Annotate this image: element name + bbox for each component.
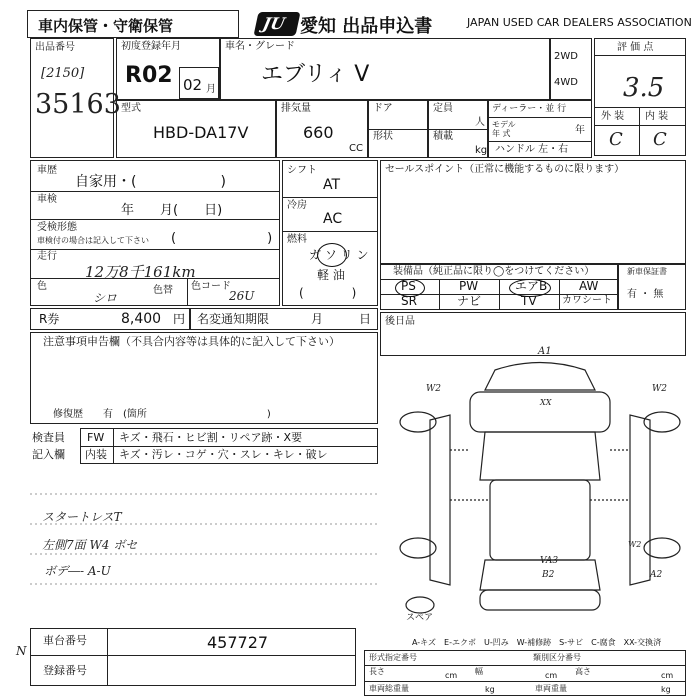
shape-label: 形状	[373, 131, 393, 142]
drive-box	[550, 38, 592, 100]
mileage-label: 走行	[37, 251, 57, 262]
load-label: 積載	[433, 131, 453, 142]
reg-label: 登録番号	[43, 664, 87, 677]
cc-unit: CC	[349, 143, 363, 154]
dealer-label: ディーラー・並 行	[492, 104, 567, 114]
first-reg-month: 02	[183, 76, 203, 94]
history-box	[30, 160, 280, 306]
receipt-label: 受検形態	[37, 222, 77, 233]
tax-yen: 円	[173, 312, 186, 326]
car-name-label: 車名・グレード	[225, 41, 295, 52]
ac-label: 冷房	[287, 200, 307, 211]
spare-label: スペア	[406, 613, 434, 623]
storage-badge	[27, 10, 239, 38]
equip-sr: SR	[401, 294, 417, 308]
receipt-note: 車検付の場合は記入して下さい	[37, 236, 149, 245]
inspector-label	[32, 432, 65, 461]
form-label: 形式指定番号	[369, 653, 417, 662]
ju-logo	[253, 12, 300, 36]
first-reg-box	[116, 38, 220, 100]
displacement-label: 排気量	[281, 103, 311, 114]
drive-4wd: 4WD	[554, 77, 578, 88]
equip-aw: AW	[579, 279, 599, 293]
recolor-label: 色替	[153, 285, 173, 296]
warranty-box	[618, 264, 686, 310]
car-history: 自家用・( )	[75, 174, 226, 190]
color-label: 色	[37, 281, 47, 292]
mark-w2-bottom: W2	[628, 540, 642, 549]
mark-w2-left: W2	[426, 384, 441, 394]
ac: AC	[323, 211, 343, 227]
int-label-insp: 内装	[85, 448, 107, 461]
width-label: 幅	[475, 667, 483, 676]
first-reg-month-box	[179, 67, 219, 99]
displacement: 660	[303, 123, 334, 142]
weight-label: 車両重量	[535, 684, 567, 693]
mark-a2: A2	[650, 570, 663, 580]
fuel-gas: ガ ソ リ ン	[309, 248, 369, 262]
shift-label: シフト	[287, 165, 317, 176]
equip-airbag: エアB	[515, 279, 548, 293]
fw-label: FW	[87, 431, 105, 444]
chassis-label: 車台番号	[43, 634, 87, 647]
capacity-label: 定員	[433, 103, 453, 114]
fuel-label: 燃料	[287, 234, 307, 245]
total-weight-kg: kg	[485, 685, 495, 694]
length-cm: cm	[445, 671, 458, 680]
notes-label: 注意事項申告欄（不具合内容等は具体的に記入して下さい）	[43, 335, 340, 348]
inspection-label: 車検	[37, 194, 57, 205]
model: HBD-DA17V	[153, 123, 249, 142]
inspector-label-2: 記入欄	[32, 448, 65, 461]
ext-label: 外 装	[601, 111, 625, 122]
chassis-number: 457727	[207, 633, 269, 652]
equipment-label: 装備品（純正品に限り◯をつけてください）	[393, 266, 595, 277]
damage-legend: A-キズ E-エクボ U-凹み W-補修跡 S-サビ C-腐食 XX-交換済	[412, 638, 662, 647]
month-unit: 月	[206, 84, 216, 95]
notes-box	[30, 332, 378, 424]
dealer-box	[488, 100, 592, 158]
form-subtitle: JAPAN USED CAR DEALERS ASSOCIATION	[467, 16, 692, 29]
equip-pw: PW	[459, 279, 479, 293]
warranty-options: 有 ・ 無	[627, 289, 664, 300]
kg-unit: kg	[475, 145, 488, 156]
int-label: 内 装	[645, 111, 669, 122]
equip-ps: PS	[401, 279, 416, 293]
handwritten-line-2: 左側7面 W4 ボセ	[42, 538, 138, 552]
equip-tv: TV	[521, 294, 537, 308]
tax-box	[30, 308, 190, 330]
int-items: キズ・汚レ・コゲ・穴・スレ・キレ・破レ	[119, 448, 328, 461]
notice-day: 日	[359, 312, 372, 326]
color-code: 26U	[229, 289, 255, 303]
doors-box	[368, 100, 428, 158]
tax-amount: 8,400	[121, 311, 162, 327]
car-history-label: 車歴	[37, 165, 57, 176]
lot-number-label: 出品番号	[35, 42, 75, 53]
model-year-label: モデル 年 式	[492, 120, 516, 138]
handle-label: ハンドル 左・右	[495, 144, 569, 155]
person-unit: 人	[475, 117, 485, 128]
left-margin-mark: N	[16, 644, 27, 658]
color-code-label: 色コード	[191, 281, 231, 292]
sales-point-label: セールスポイント（正常に機能するものに限ります）	[385, 164, 625, 175]
height-label: 高さ	[575, 667, 591, 676]
later-items-label: 後日品	[385, 316, 415, 327]
year-unit: 年	[575, 125, 585, 136]
score: 3.5	[623, 73, 665, 103]
receipt-value: ( )	[171, 231, 273, 246]
form-title: 愛知 出品申込書	[300, 16, 433, 37]
lot-number: 35163	[35, 89, 121, 120]
length-label: 長さ	[369, 667, 385, 676]
inspection: 年 月( 日)	[121, 203, 223, 218]
car-name-box	[220, 38, 550, 100]
equip-navi: ナビ	[457, 294, 482, 308]
mark-xx: XX	[540, 398, 552, 407]
total-weight-label: 車両総重量	[369, 684, 409, 693]
warranty-label: 新車保証書	[627, 267, 667, 276]
mark-a1: A1	[538, 346, 552, 357]
score-box	[594, 38, 686, 156]
shift: AT	[323, 177, 341, 193]
capacity-box	[428, 100, 488, 158]
fuel-gas-circle	[317, 243, 347, 267]
score-label: 評 価 点	[617, 42, 654, 53]
sales-point-box	[380, 160, 686, 264]
weight-kg: kg	[661, 685, 671, 694]
shift-box	[282, 160, 378, 306]
chassis-box	[30, 628, 356, 686]
width-cm: cm	[545, 671, 558, 680]
fuel-other: ( )	[299, 286, 357, 300]
mark-w2-right: W2	[652, 384, 667, 394]
notice-box	[190, 308, 378, 330]
handwritten-line-1: スタートレスT	[42, 510, 122, 524]
repair-history: 修復歴 有 (箇所 )	[53, 409, 271, 420]
ext-grade: C	[609, 129, 623, 150]
mark-b2: B2	[542, 570, 555, 580]
fuel-diesel: 軽 油	[317, 268, 345, 282]
first-reg-era: R02	[125, 63, 173, 88]
spec-cert-box	[364, 650, 686, 696]
height-cm: cm	[661, 671, 674, 680]
mark-va3: VA3	[540, 556, 559, 566]
drive-2wd: 2WD	[554, 51, 578, 62]
inspector-box	[80, 428, 378, 464]
int-grade: C	[653, 129, 667, 150]
model-label: 型式	[121, 103, 141, 114]
displacement-box	[276, 100, 368, 158]
model-box	[116, 100, 276, 158]
handwritten-line-3: ボデ―- A-U	[44, 564, 111, 578]
lot-box	[30, 38, 121, 158]
ju-logo-text: JU	[261, 14, 287, 33]
notice-label: 名変通知期限	[197, 312, 270, 326]
storage-label: 車内保管・守衛保管	[38, 17, 174, 35]
lot-code: [2150]	[41, 66, 85, 81]
first-reg-label: 初度登録年月	[121, 41, 181, 52]
notes-ruling	[30, 470, 380, 620]
inspector-label-1: 検査員	[32, 431, 65, 444]
fw-items: キズ・飛石・ヒビ割・リペア跡・X要	[119, 431, 303, 444]
car-name: エブリィ V	[261, 62, 370, 87]
equip-seat: カワシート	[562, 295, 612, 306]
mileage: 12万8千161km	[85, 263, 196, 281]
notice-month: 月	[311, 312, 324, 326]
tax-label: R券	[39, 312, 60, 326]
doors-label: ドア	[373, 103, 393, 114]
equipment-box	[380, 264, 618, 310]
color-value: シロ	[93, 291, 118, 305]
class-label: 類別区分番号	[533, 653, 581, 662]
